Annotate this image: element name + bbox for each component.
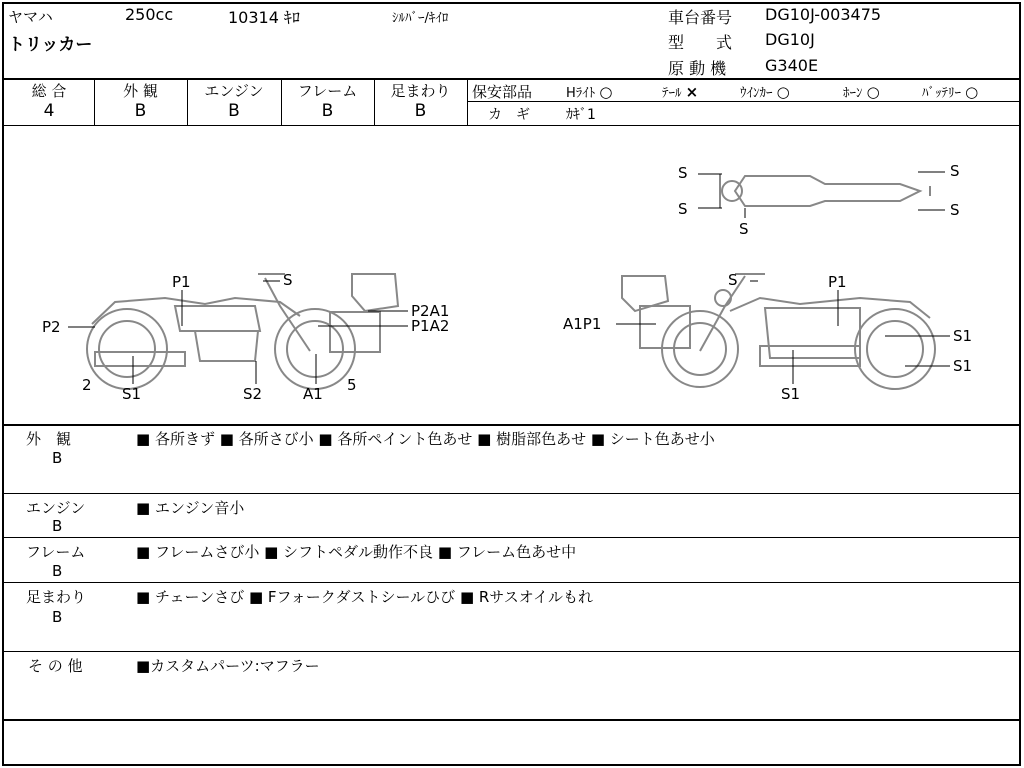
safety-item-horn: ﾎｰﾝ ○ [843, 83, 880, 101]
grade-value-exterior: B [134, 101, 147, 121]
divider [2, 582, 1021, 583]
diagram-label-P2A1: P2A1 [411, 302, 450, 320]
note-label-other: そ の 他 [28, 657, 83, 675]
note-text-exterior: ■ 各所きず ■ 各所さび小 ■ 各所ペイント色あせ ■ 樹脂部色あせ ■ シート色あせ小 [136, 430, 715, 448]
bike-top-view [720, 174, 930, 208]
diagram-label-P1A2: P1A2 [411, 317, 450, 335]
grade-value-frame: B [321, 101, 334, 121]
mileage: 10314 ｷﾛ [228, 8, 300, 27]
diagram-label-5: 5 [347, 376, 357, 394]
diagram-label-S1: S1 [781, 385, 801, 403]
grade-value-suspension: B [414, 101, 427, 121]
diagram-label-S1: S1 [953, 327, 973, 345]
divider [2, 493, 1021, 494]
diagram-label-P2: P2 [42, 318, 61, 336]
safety-item-winker: ｳｲﾝｶｰ ○ [740, 83, 790, 101]
engine-label: 原 動 機 [668, 59, 727, 78]
note-label-exterior: 外 観 [26, 430, 72, 448]
safety-label: 保安部品 [472, 83, 533, 101]
note-text-engine: ■ エンジン音小 [136, 499, 245, 517]
bike-right-view [622, 274, 935, 389]
grade-label-exterior: 外 観 [123, 82, 158, 100]
type-label: 型 式 [668, 33, 733, 52]
engine-value: G340E [765, 56, 819, 75]
body-color: ｼﾙﾊﾞｰ/ｷｲﾛ [392, 11, 449, 26]
divider [2, 651, 1021, 652]
safety-item-battery: ﾊﾞｯﾃﾘｰ ○ [922, 83, 979, 101]
grade-value-overall: 4 [43, 101, 55, 121]
divider [2, 537, 1021, 538]
diagram-label-S: S [739, 220, 749, 238]
type-value: DG10J [765, 30, 815, 49]
diagram-label-S: S [728, 271, 738, 289]
grade-label-suspension: 足まわり [390, 82, 451, 100]
divider [2, 719, 1021, 721]
note-text-suspension: ■ チェーンさび ■ Fフォークダストシールひび ■ Rサスオイルもれ [136, 588, 593, 606]
diagram-label-S1: S1 [122, 385, 142, 403]
diagram-label-P1: P1 [828, 273, 847, 291]
note-text-other: ■カスタムパーツ:マフラー [136, 657, 320, 675]
diagram-label-S: S [950, 201, 960, 219]
note-label-frame: フレーム [26, 543, 86, 561]
diagram-label-S: S [283, 271, 293, 289]
frame-no-label: 車台番号 [668, 8, 733, 27]
diagram-label-S2: S2 [243, 385, 263, 403]
bike-left-view [87, 274, 398, 389]
maker-name: ヤマハ [8, 8, 53, 26]
diagram-label-A1: A1 [303, 385, 323, 403]
model-name: トリッカー [8, 35, 93, 55]
divider [2, 424, 1021, 426]
safety-item-tail: ﾃｰﾙ × [662, 83, 699, 101]
note-grade-engine: B [52, 517, 63, 535]
safety-item-headlight: Hﾗｲﾄ ○ [566, 83, 613, 101]
diagram-label-S1: S1 [953, 357, 973, 375]
key-label: カ ギ [488, 107, 530, 123]
diagram-label-S: S [950, 162, 960, 180]
note-label-suspension: 足まわり [26, 588, 87, 606]
note-grade-suspension: B [52, 608, 63, 626]
grade-label-frame: フレーム [297, 82, 358, 100]
diagram-label-2: 2 [82, 376, 92, 394]
diagram-label-A1P1: A1P1 [563, 315, 602, 333]
diagram-label-S: S [678, 200, 688, 218]
frame-no: DG10J-003475 [765, 5, 882, 24]
damage-diagram [0, 126, 1024, 424]
note-grade-exterior: B [52, 449, 63, 467]
note-label-engine: エンジン [26, 499, 86, 517]
key-value: ｶｷﾞ1 [566, 107, 596, 123]
grade-value-engine: B [228, 101, 240, 121]
grade-label-overall: 総 合 [31, 82, 67, 100]
note-grade-frame: B [52, 562, 63, 580]
grade-label-engine: エンジン [204, 82, 264, 100]
diagram-label-P1: P1 [172, 273, 191, 291]
displacement: 250cc [125, 5, 174, 24]
diagram-label-S: S [678, 164, 688, 182]
divider [467, 101, 1021, 102]
note-text-frame: ■ フレームさび小 ■ シフトペダル動作不良 ■ フレーム色あせ中 [136, 543, 577, 561]
